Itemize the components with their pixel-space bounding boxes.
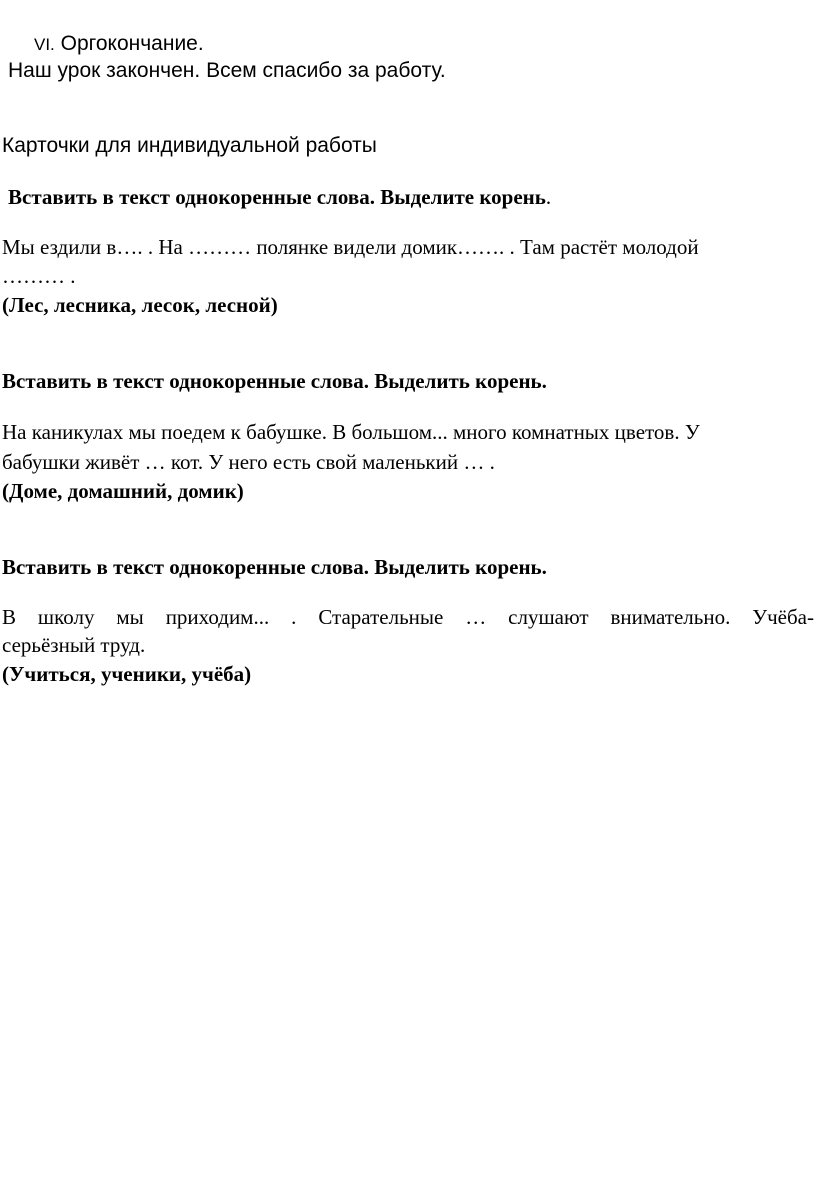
- exercise-3-words: (Учиться, ученики, учёба): [2, 662, 252, 686]
- exercise-2-heading: Вставить в текст однокоренные слова. Выделить корень.: [2, 369, 547, 393]
- exercise-2-text-line-1: На каникулах мы поедем к бабушке. В большом... много комнатных цветов. У: [2, 420, 700, 444]
- section-title: Оргокончание.: [60, 32, 204, 55]
- closing-text: Наш урок закончен. Всем спасибо за работу.: [8, 59, 446, 82]
- section-number: VI.: [34, 35, 55, 54]
- exercise-3-text-line-2: серьёзный труд.: [2, 633, 146, 657]
- exercise-1-text-line-2: ……… .: [2, 264, 76, 288]
- exercise-3-heading: Вставить в текст однокоренные слова. Выделить корень.: [2, 555, 547, 579]
- exercise-3-text-line-1: В школу мы приходим... . Старательные … слушают внимательно. Учёба-: [2, 605, 814, 629]
- exercise-2-text-line-2: бабушки живёт … кот. У него есть свой маленький … .: [2, 450, 495, 474]
- exercise-2-words: (Доме, домашний, домик): [2, 479, 244, 503]
- exercise-1-words: (Лес, лесника, лесок, лесной): [2, 293, 278, 317]
- section-heading: [34, 33, 204, 54]
- exercise-1-text-line-1: Мы ездили в…. . На ……… полянке видели домик……. . Там растёт молодой: [2, 235, 699, 259]
- exercise-1-heading: Вставить в текст однокоренные слова. Выделите корень.: [8, 185, 552, 209]
- cards-title: Карточки для индивидуальной работы: [2, 134, 377, 157]
